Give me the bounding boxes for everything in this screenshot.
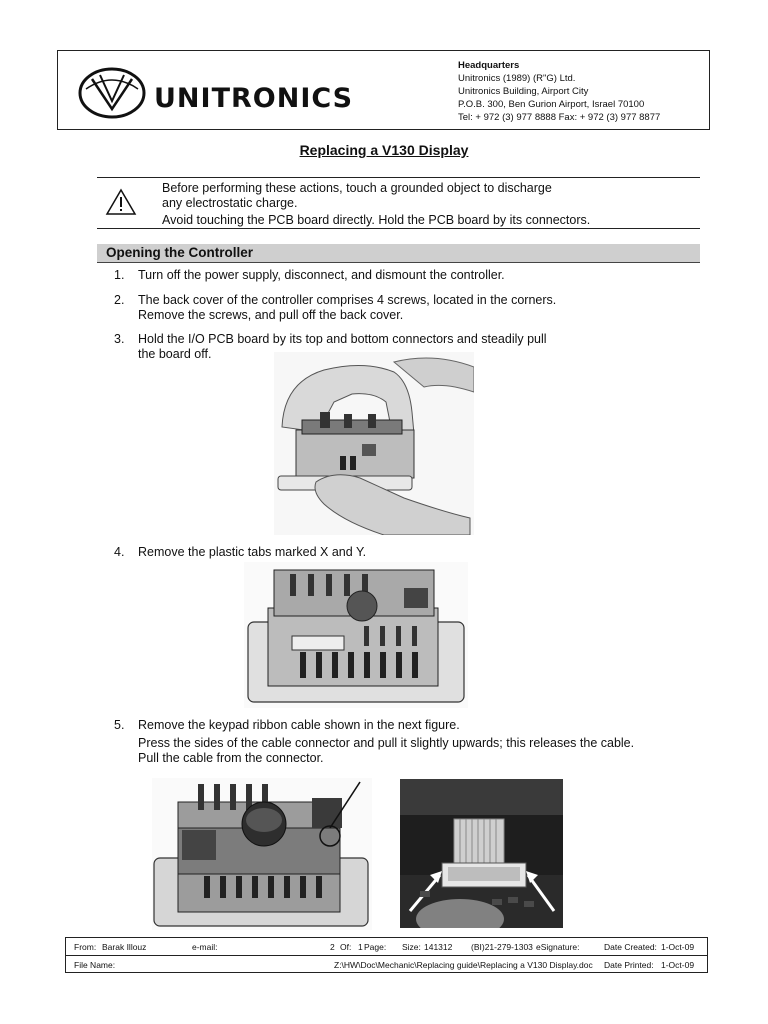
section-heading-bar xyxy=(97,244,700,263)
step-number: 1. xyxy=(114,268,125,282)
step-number: 2. xyxy=(114,293,125,307)
step-text: The back cover of the controller comprises 4 screws, located in the corners. xyxy=(138,293,557,307)
document-title: Replacing a V130 Display xyxy=(299,142,469,158)
footer-of-value: 1 xyxy=(358,942,363,952)
photo-ribbon-cable-overview xyxy=(152,778,372,930)
footer-size-label: Size: xyxy=(402,942,421,952)
unitronics-logo xyxy=(78,65,378,121)
photo-pull-pcb-board xyxy=(274,352,474,535)
step-text: the board off. xyxy=(138,346,212,361)
footer-created-label: Date Created: xyxy=(604,942,657,952)
photo-ribbon-cable-closeup xyxy=(400,779,563,928)
step-number: 5. xyxy=(114,718,125,732)
footer-from-value: Barak Illouz xyxy=(102,942,147,952)
warning-box xyxy=(97,177,700,229)
footer-filename-label: File Name: xyxy=(74,960,116,970)
footer-printed-label: Date Printed: xyxy=(604,960,654,970)
step-text: Remove the screws, and pull off the back cover. xyxy=(138,307,404,322)
warning-text xyxy=(162,181,590,228)
warning-triangle-icon xyxy=(105,188,137,216)
footer-printed-value: 1-Oct-09 xyxy=(661,960,695,970)
step-text: Turn off the power supply, disconnect, and dismount the controller. xyxy=(138,268,505,282)
step-number: 4. xyxy=(114,545,125,559)
warning-line: Before performing these actions, touch a grounded object to discharge xyxy=(162,181,552,195)
document-footer xyxy=(65,937,708,973)
letterhead xyxy=(57,50,710,130)
unitronics-logo-mark-icon xyxy=(78,65,148,121)
logo-text: UNITRONICS xyxy=(154,83,354,114)
footer-email-label: e-mail: xyxy=(192,942,218,952)
step-text: Remove the plastic tabs marked X and Y. xyxy=(138,545,367,559)
step-text: Remove the keypad ribbon cable shown in the next figure. xyxy=(138,718,460,732)
footer-esignature-label: eSignature: xyxy=(536,942,580,952)
footer-from-label: From: xyxy=(74,942,97,952)
step-number: 3. xyxy=(114,332,125,346)
hq-line: Unitronics (1989) (R"G) Ltd. xyxy=(458,73,576,84)
footer-bi-value: (BI)21-279-1303 xyxy=(471,942,533,952)
hq-line: P.O.B. 300, Ben Gurion Airport, Israel 70100 xyxy=(458,99,645,110)
footer-of-label: Of: xyxy=(340,942,352,952)
step-text: Hold the I/O PCB board by its top and bottom connectors and steadily pull xyxy=(138,332,547,346)
footer-page-label: Page: xyxy=(364,942,387,952)
step-text: Press the sides of the cable connector and pull it slightly upwards; this releases the cable. xyxy=(138,736,635,750)
footer-filename-value: Z:\HW\Doc\Mechanic\Replacing guide\Replacing a V130 Display.doc xyxy=(334,960,593,970)
footer-created-value: 1-Oct-09 xyxy=(661,942,695,952)
footer-size-value: 141312 xyxy=(424,942,453,952)
warning-line: any electrostatic charge. xyxy=(162,195,298,210)
step-text: Pull the cable from the connector. xyxy=(138,750,324,765)
warning-line: Avoid touching the PCB board directly. Hold the PCB board by its connectors. xyxy=(162,213,591,227)
hq-title: Headquarters xyxy=(458,60,520,71)
section-title: Opening the Controller xyxy=(106,245,253,260)
hq-line: Tel: + 972 (3) 977 8888 Fax: + 972 (3) 977 8877 xyxy=(458,112,661,123)
hq-line: Unitronics Building, Airport City xyxy=(458,86,589,97)
headquarters-address xyxy=(458,59,660,124)
footer-page-number: 2 xyxy=(330,942,335,952)
footer-row xyxy=(66,938,707,956)
footer-row xyxy=(66,956,707,974)
photo-plastic-tabs xyxy=(244,562,468,708)
